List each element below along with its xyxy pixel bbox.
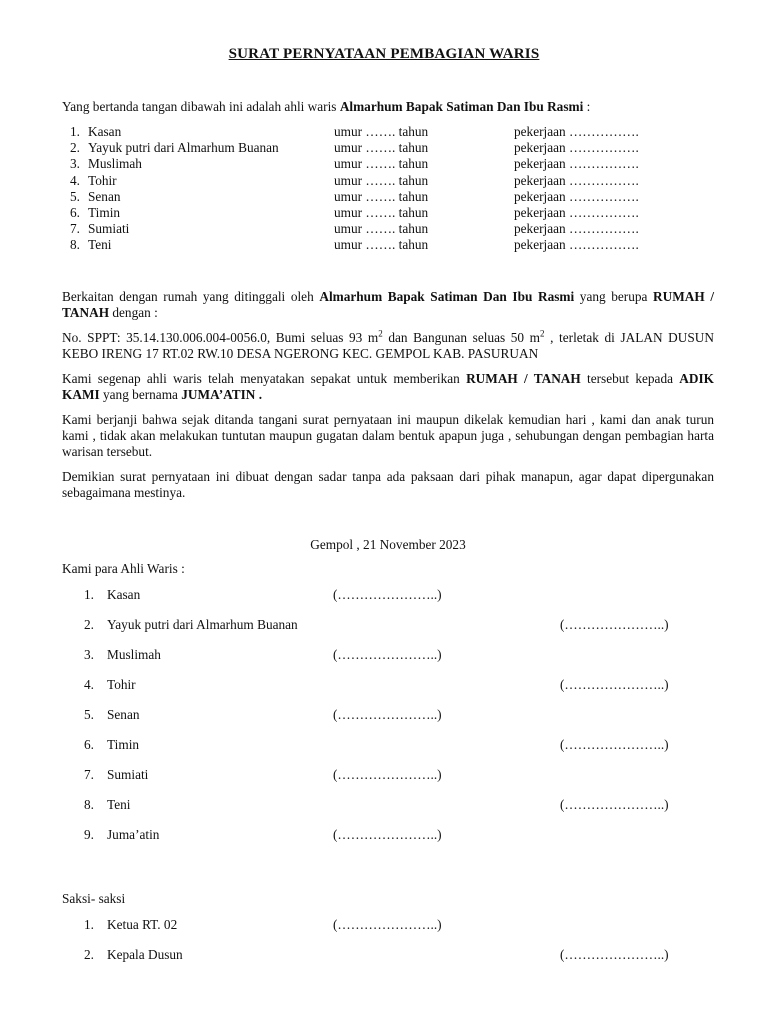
property-part3: , terletak di JALAN DUSUN KEBO IRENG 17 RT.02 RW.10 DESA NGERONG KEC. GEMPOL KAB. PASURUAN bbox=[62, 330, 714, 361]
house-deceased: Almarhum Bapak Satiman Dan Ibu Rasmi bbox=[319, 289, 575, 304]
signature-line: (…………………..) bbox=[333, 647, 442, 662]
heir-name: Sumiati bbox=[88, 221, 130, 237]
heir-row bbox=[70, 189, 720, 205]
heir-job: pekerjaan ……………. bbox=[514, 124, 639, 139]
heir-name: Timin bbox=[88, 204, 121, 220]
signer-row bbox=[84, 677, 704, 693]
signer-number: 6. bbox=[84, 737, 94, 752]
heir-name: Kasan bbox=[88, 124, 122, 139]
document-title: SURAT PERNYATAAN PEMBAGIAN WARIS bbox=[228, 46, 540, 62]
signature-line: (…………………..) bbox=[560, 617, 669, 632]
signature-line: (…………………..) bbox=[560, 947, 669, 962]
property-sup1: 2 bbox=[378, 328, 383, 339]
signer-row bbox=[84, 797, 704, 813]
heir-name: Senan bbox=[88, 188, 121, 204]
heir-job: pekerjaan ……………. bbox=[514, 204, 639, 220]
heir-age: umur ……. tahun bbox=[334, 140, 429, 156]
heir-number: 7. bbox=[70, 221, 80, 237]
heir-name: Yayuk putri dari Almarhum Buanan bbox=[88, 140, 279, 156]
agreement-middle2: yang bernama bbox=[103, 387, 178, 402]
agreement-object: RUMAH / TANAH bbox=[466, 371, 581, 386]
intro-deceased: Almarhum Bapak Satiman Dan Ibu Rasmi bbox=[339, 99, 584, 114]
signature-line: (…………………..) bbox=[560, 797, 669, 812]
heir-job: pekerjaan ……………. bbox=[514, 237, 639, 253]
heir-number: 1. bbox=[70, 124, 80, 139]
place-date: Gempol , 21 November 2023 bbox=[310, 537, 466, 552]
witness-number: 1. bbox=[84, 917, 94, 932]
signer-name: Tohir bbox=[107, 677, 136, 692]
signer-name: Sumiati bbox=[107, 767, 149, 782]
signer-name: Yayuk putri dari Almarhum Buanan bbox=[107, 617, 298, 632]
heir-job: pekerjaan ……………. bbox=[514, 156, 639, 172]
signer-number: 8. bbox=[84, 797, 94, 812]
heir-age: umur ……. tahun bbox=[334, 124, 429, 139]
signers-heading: Kami para Ahli Waris : bbox=[62, 561, 185, 576]
signer-row bbox=[84, 827, 704, 843]
property-part1: No. SPPT: 35.14.130.006.004-0056.0, Bumi seluas 93 m bbox=[62, 330, 379, 345]
heir-job: pekerjaan ……………. bbox=[514, 172, 639, 188]
heir-age: umur ……. tahun bbox=[334, 156, 429, 172]
heir-job: pekerjaan ……………. bbox=[514, 221, 639, 237]
property-sup2: 2 bbox=[540, 328, 545, 339]
heir-number: 5. bbox=[70, 188, 80, 204]
signer-name: Muslimah bbox=[107, 647, 161, 662]
witness-name: Ketua RT. 02 bbox=[107, 917, 178, 932]
agreement-prefix: Kami segenap ahli waris telah menyatakan sepakat untuk memberikan bbox=[62, 371, 460, 386]
heir-row bbox=[70, 124, 720, 140]
agreement-paragraph bbox=[62, 371, 714, 403]
heir-number: 4. bbox=[70, 172, 80, 188]
intro-paragraph bbox=[62, 99, 714, 115]
signer-number: 7. bbox=[84, 767, 94, 782]
signer-number: 2. bbox=[84, 617, 94, 632]
heir-number: 3. bbox=[70, 156, 80, 172]
signer-name: Kasan bbox=[107, 587, 141, 602]
heir-age: umur ……. tahun bbox=[334, 204, 429, 220]
heir-name: Muslimah bbox=[88, 156, 142, 172]
house-middle: yang berupa bbox=[579, 289, 648, 304]
signature-line: (…………………..) bbox=[333, 587, 442, 602]
agreement-recipient-label: ADIK KAMI bbox=[62, 371, 714, 402]
intro-prefix: Yang bertanda tangan dibawah ini adalah ahli waris bbox=[62, 99, 337, 114]
heir-job: pekerjaan ……………. bbox=[514, 140, 639, 156]
heir-row bbox=[70, 173, 720, 189]
promise-paragraph: Kami berjanji bahwa sejak ditanda tangani surat pernyataan ini maupun dikelak kemudian hari , kami dan anak turun kami , tidak akan melakukan tuntutan maupun gugatan dalam bentuk apapun juga , sehubungan dengan pembagian harta warisan tersebut. bbox=[62, 412, 714, 459]
signer-number: 9. bbox=[84, 827, 94, 842]
witness-number: 2. bbox=[84, 947, 94, 962]
heir-row bbox=[70, 140, 720, 156]
house-prefix: Berkaitan dengan rumah yang ditinggali oleh bbox=[62, 289, 314, 304]
heir-row bbox=[70, 205, 720, 221]
heir-age: umur ……. tahun bbox=[334, 221, 429, 237]
heir-row bbox=[70, 221, 720, 237]
heir-row bbox=[70, 156, 720, 172]
closing-paragraph: Demikian surat pernyataan ini dibuat dengan sadar tanpa ada paksaan dari pihak manapun, agar dapat dipergunakan sebagaimana mestinya. bbox=[62, 469, 714, 500]
heir-name: Tohir bbox=[88, 172, 117, 188]
witness-row bbox=[84, 947, 704, 963]
heir-age: umur ……. tahun bbox=[334, 172, 429, 188]
witness-row bbox=[84, 917, 704, 933]
signature-line: (…………………..) bbox=[333, 767, 442, 782]
signer-number: 4. bbox=[84, 677, 94, 692]
witness-heading: Saksi- saksi bbox=[62, 891, 126, 906]
signer-row bbox=[84, 587, 704, 603]
heir-number: 2. bbox=[70, 140, 80, 156]
signature-line: (…………………..) bbox=[560, 677, 669, 692]
house-suffix: dengan : bbox=[112, 305, 158, 320]
agreement-recipient: JUMA’ATIN . bbox=[181, 387, 263, 402]
heir-age: umur ……. tahun bbox=[334, 188, 429, 204]
property-paragraph bbox=[62, 330, 714, 362]
signer-number: 3. bbox=[84, 647, 94, 662]
signer-row bbox=[84, 707, 704, 723]
signer-name: Timin bbox=[107, 737, 140, 752]
heir-name: Teni bbox=[88, 237, 112, 253]
signature-line: (…………………..) bbox=[560, 737, 669, 752]
signer-row bbox=[84, 767, 704, 783]
heir-age: umur ……. tahun bbox=[334, 237, 429, 253]
signer-name: Senan bbox=[107, 707, 140, 722]
witness-name: Kepala Dusun bbox=[107, 947, 183, 962]
signer-name: Teni bbox=[107, 797, 131, 812]
signer-row bbox=[84, 647, 704, 663]
heir-job: pekerjaan ……………. bbox=[514, 188, 639, 204]
signature-line: (…………………..) bbox=[333, 707, 442, 722]
signer-number: 1. bbox=[84, 587, 94, 602]
signature-line: (…………………..) bbox=[333, 827, 442, 842]
signer-row bbox=[84, 617, 704, 633]
house-paragraph bbox=[62, 289, 714, 321]
heirs-list bbox=[70, 124, 720, 254]
signer-row bbox=[84, 737, 704, 753]
property-part2: dan Bangunan seluas 50 m bbox=[382, 330, 541, 345]
signer-number: 5. bbox=[84, 707, 94, 722]
heir-number: 8. bbox=[70, 237, 80, 253]
heir-row bbox=[70, 237, 720, 253]
signature-line: (…………………..) bbox=[333, 917, 442, 932]
heir-number: 6. bbox=[70, 204, 80, 220]
house-object: RUMAH / TANAH bbox=[62, 289, 715, 320]
agreement-middle: tersebut kepada bbox=[587, 371, 673, 386]
signer-name: Juma’atin bbox=[107, 827, 160, 842]
intro-suffix: : bbox=[586, 99, 591, 114]
